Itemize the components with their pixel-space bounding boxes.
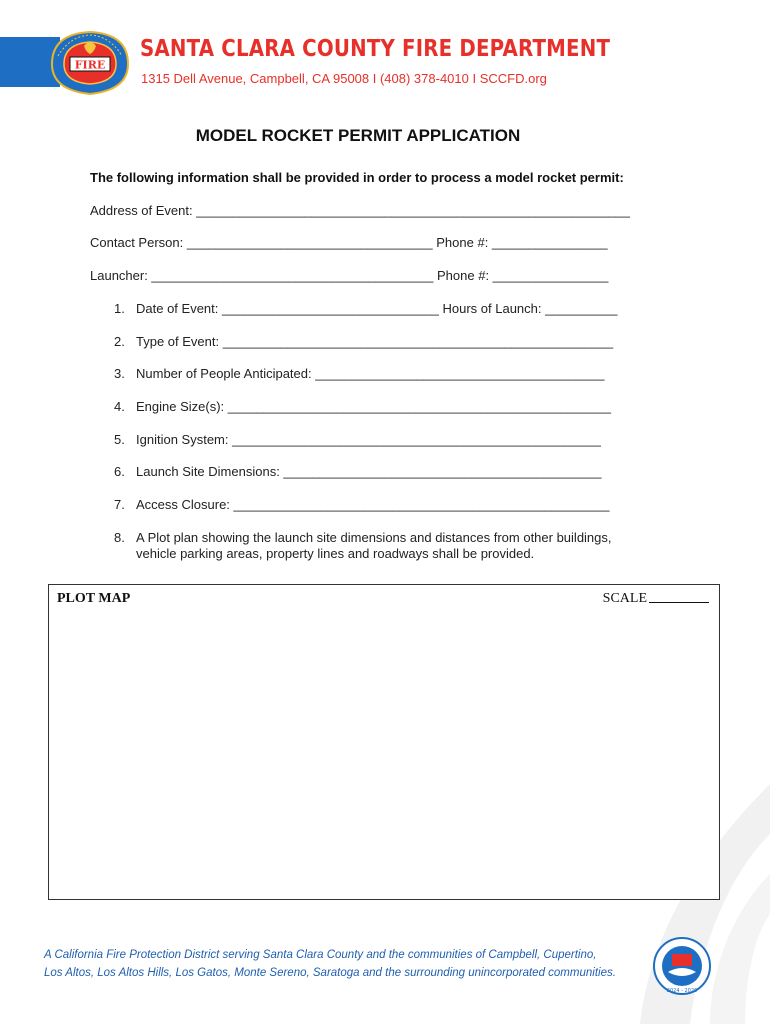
plot-plan-instruction-continued: vehicle parking areas, property lines and roadways shall be provided. — [136, 546, 535, 561]
list-item-engine-size[interactable] — [114, 399, 611, 414]
list-item-number: 5. — [114, 432, 125, 447]
list-item-date-of-event[interactable] — [114, 301, 617, 316]
list-item-access-closure[interactable] — [114, 497, 610, 512]
form-title: MODEL ROCKET PERMIT APPLICATION — [195, 126, 521, 145]
footer-line-1: A California Fire Protection District serving Santa Clara County and the communities of Campbell, Cupertino, — [44, 949, 597, 961]
accreditation-seal-logo — [642, 936, 722, 996]
list-item-launch-site-dimensions[interactable] — [114, 464, 602, 479]
people-anticipated-field[interactable]: Number of People Anticipated: ________________________________________ — [136, 366, 605, 381]
plot-map-title: PLOT MAP — [57, 591, 131, 606]
svg-text:FIRE: FIRE — [74, 58, 106, 72]
scale-input-line[interactable] — [649, 602, 709, 603]
seal-years: 2024 - 2026 — [666, 988, 698, 994]
ignition-system-field[interactable]: Ignition System: ___________________________________________________ — [136, 432, 601, 447]
list-item-number: 2. — [114, 334, 125, 349]
access-closure-field[interactable]: Access Closure: ____________________________________________________ — [136, 497, 610, 512]
plot-plan-instruction: A Plot plan showing the launch site dimensions and distances from other buildings, — [136, 530, 612, 545]
address-of-event-field[interactable]: Address of Event: ____________________________________________________________ — [90, 203, 631, 218]
contact-person-field[interactable]: Contact Person: __________________________________ Phone #: ________________ — [90, 235, 608, 250]
plot-map-scale[interactable] — [603, 591, 709, 607]
department-address: 1315 Dell Avenue, Campbell, CA 95008 I (408) 378-4010 I SCCFD.org — [141, 71, 547, 86]
engine-size-field[interactable]: Engine Size(s): _____________________________________________________ — [136, 399, 611, 414]
launcher-field[interactable]: Launcher: _______________________________________ Phone #: ________________ — [90, 268, 609, 283]
list-item-people-anticipated[interactable] — [114, 366, 604, 381]
footer-line-2: Los Altos, Los Altos Hills, Los Gatos, Monte Sereno, Saratoga and the surrounding unincorporated communities. — [44, 967, 616, 979]
type-of-event-field[interactable]: Type of Event: ______________________________________________________ — [136, 334, 614, 349]
list-item-number: 8. — [114, 530, 125, 545]
plot-map-area[interactable] — [48, 584, 720, 900]
footer-text — [44, 946, 644, 982]
list-item-type-of-event[interactable] — [114, 334, 613, 349]
scale-label: SCALE — [602, 591, 647, 606]
list-item-number: 7. — [114, 497, 125, 512]
fire-department-badge-logo — [44, 30, 136, 96]
list-item-number: 1. — [114, 301, 125, 316]
list-item-number: 4. — [114, 399, 125, 414]
list-item-plot-plan — [114, 530, 612, 545]
department-name: SANTA CLARA COUNTY FIRE DEPARTMENT — [140, 36, 611, 62]
date-of-event-field[interactable]: Date of Event: ______________________________ Hours of Launch: __________ — [136, 301, 618, 316]
launch-site-dimensions-field[interactable]: Launch Site Dimensions: ____________________________________________ — [136, 464, 602, 479]
list-item-number: 6. — [114, 464, 125, 479]
list-item-number: 3. — [114, 366, 125, 381]
form-intro: The following information shall be provided in order to process a model rocket permit: — [90, 170, 624, 185]
list-item-ignition-system[interactable] — [114, 432, 601, 447]
